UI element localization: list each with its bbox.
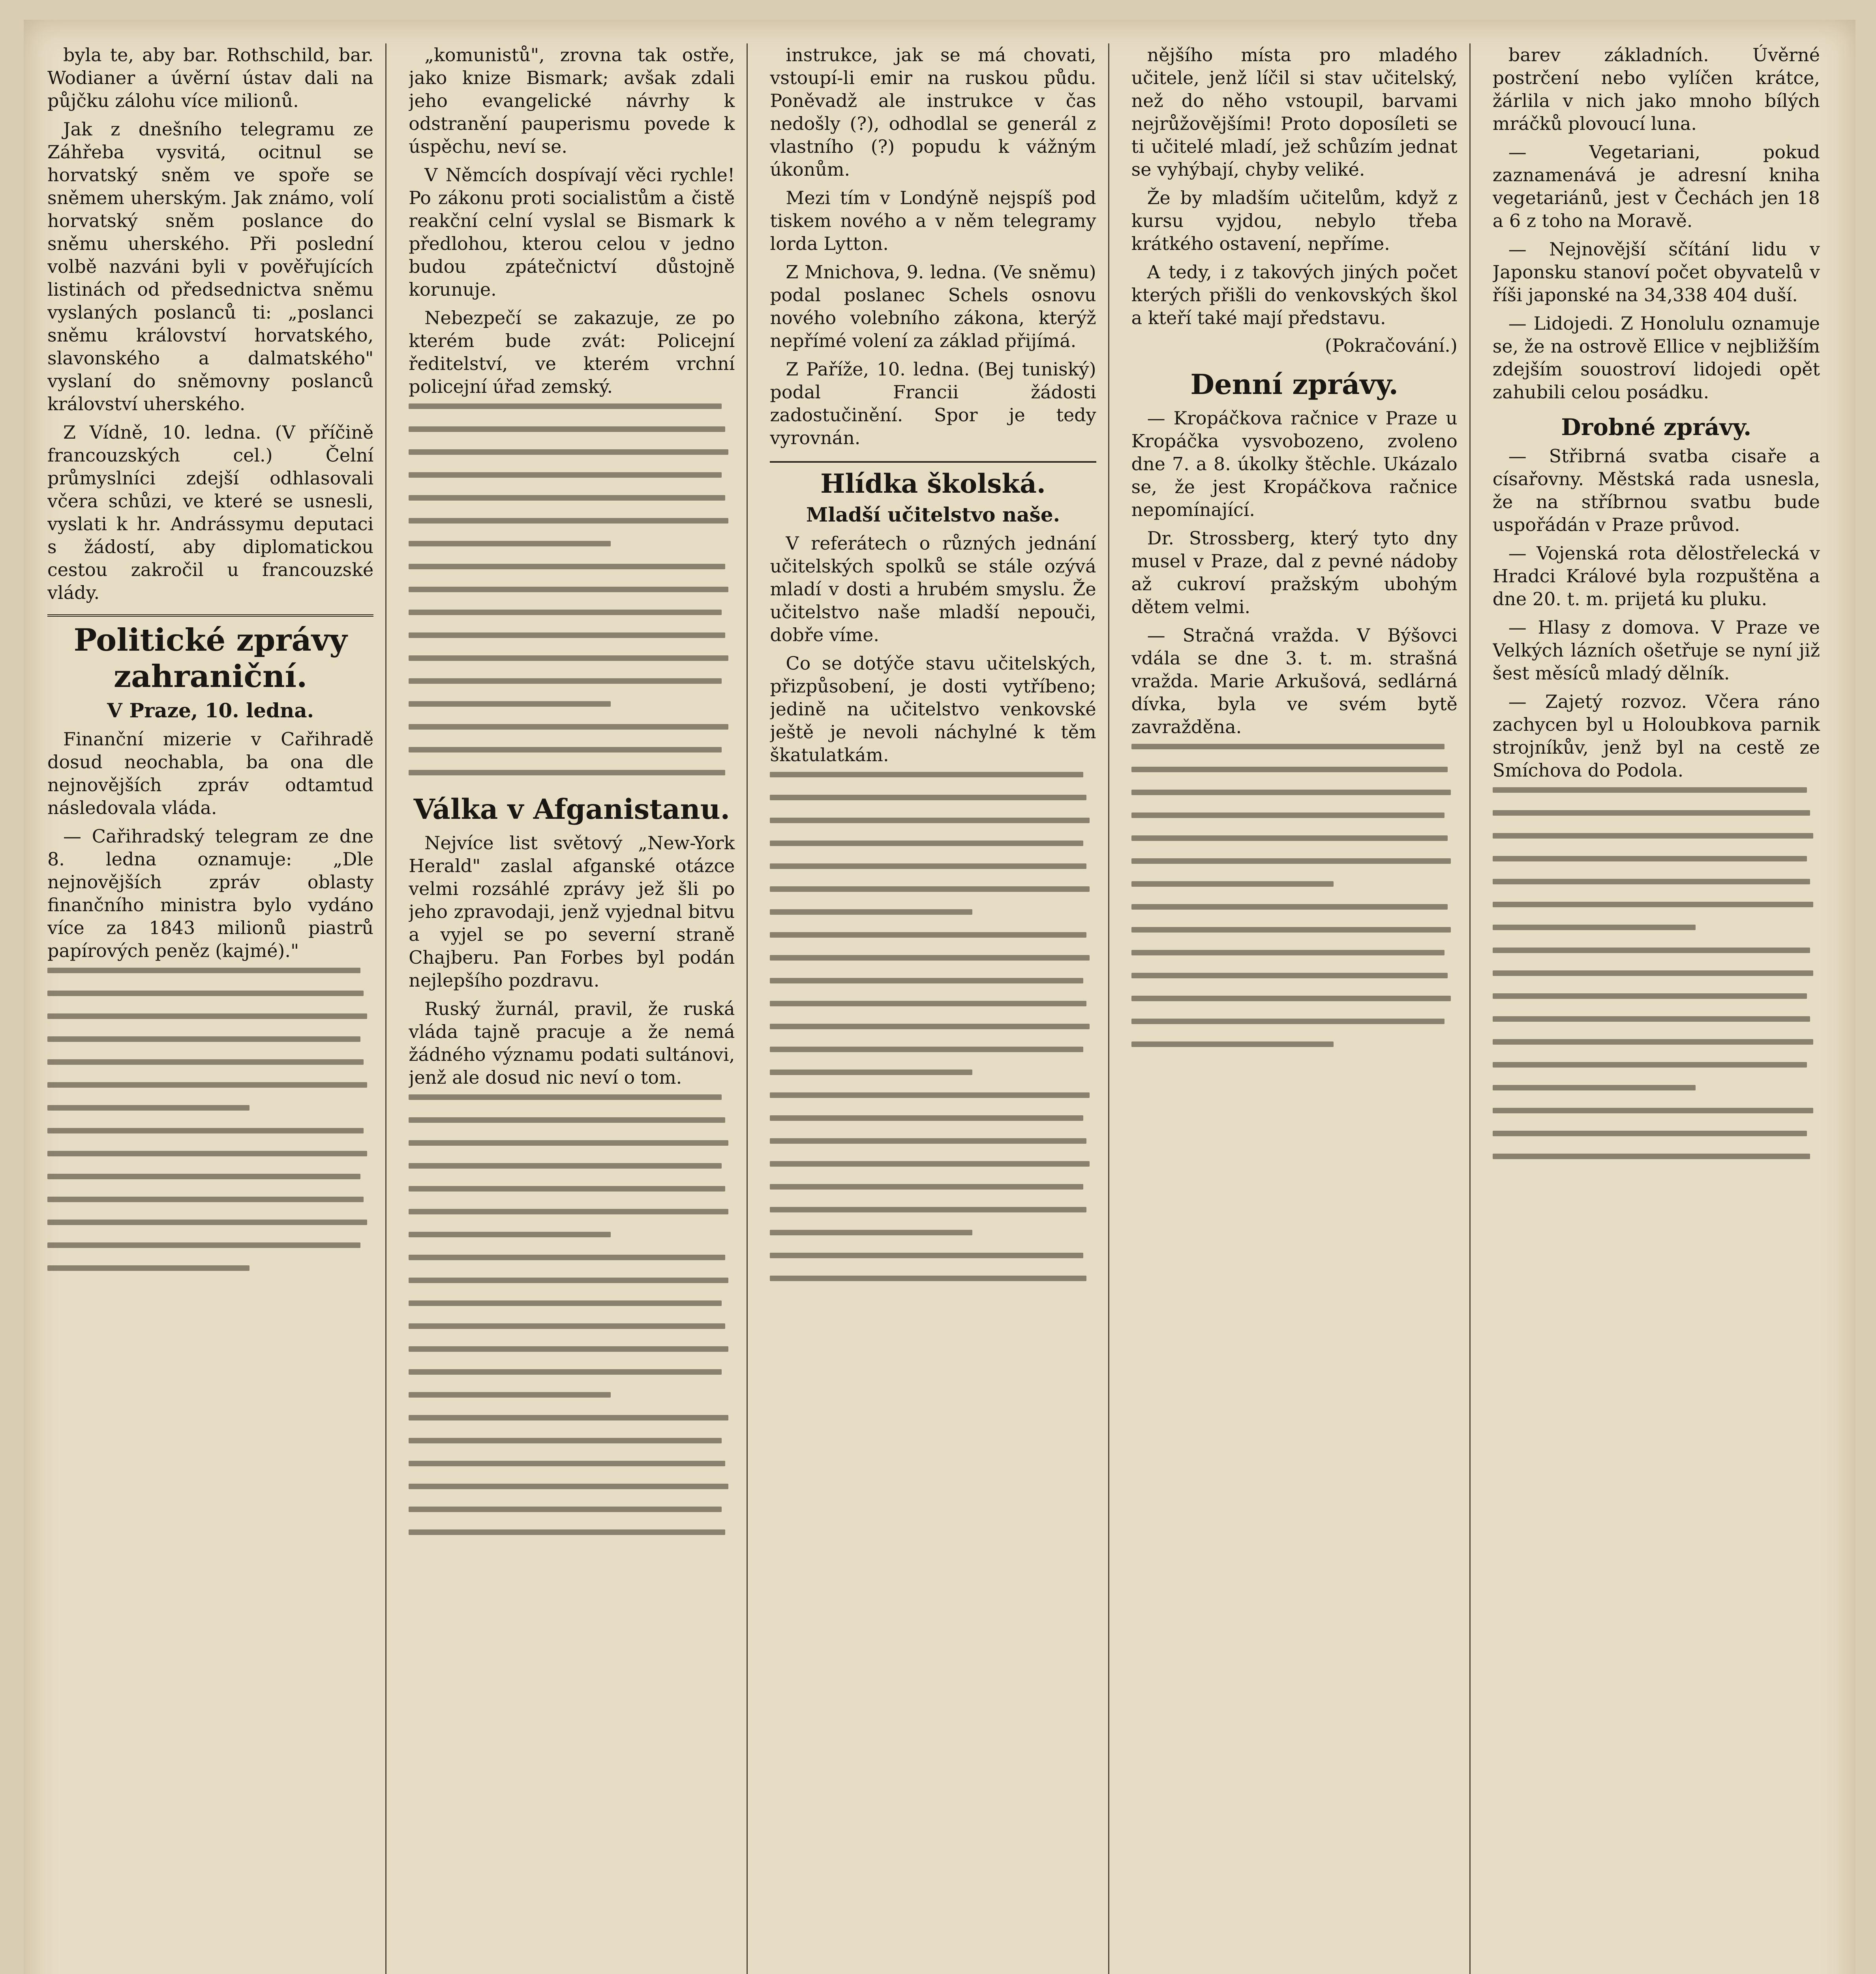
print-line <box>770 955 1090 961</box>
article-paragraph: Finanční mizerie v Cařihradě dosud neochabla, ba ona dle nejnovějších zpráv odtamtud následovala vláda. <box>47 728 374 818</box>
print-line <box>770 795 1086 800</box>
section-heading-afghan-war: Válka v Afganistanu. <box>413 793 730 826</box>
article-paragraph: — Lidojedi. Z Honolulu oznamuje se, že na ostrově Ellice v nejbližším zdejším souostroví lidojedi opět zahubili celou posádku. <box>1492 313 1820 403</box>
dateline: V Praze, 10. ledna. <box>107 699 314 722</box>
print-line <box>409 655 728 661</box>
print-line <box>409 1484 728 1489</box>
print-line <box>770 1276 1086 1281</box>
article-paragraph: „komunistů", zrovna tak ostře, jako knize Bismark; avšak zdali jeho evangelické návrhy k odstranění pauperismu povede k úspěchu, neví se. <box>409 44 735 157</box>
print-line <box>1131 1041 1334 1047</box>
print-line <box>409 1117 725 1123</box>
column-4 <box>1131 43 1471 1974</box>
print-line <box>409 1346 728 1352</box>
print-line <box>47 1105 250 1111</box>
print-line <box>770 841 1083 846</box>
print-line <box>409 472 722 478</box>
print-line <box>770 1253 1083 1258</box>
article-paragraph: Nejvíce list světový „New-York Herald" zaslal afganské otázce velmi rozsáhlé zprávy jež šli po jeho zpravodaji, jenž vyjednal bitvu a vyjel se po severní straně Chajberu. Pan Forbes byl podán nejlepšího pozdravu. <box>409 832 735 991</box>
print-line <box>409 426 725 432</box>
print-line <box>770 886 1090 892</box>
print-line <box>47 1242 360 1248</box>
print-line <box>770 1184 1083 1190</box>
print-line <box>409 1232 611 1237</box>
print-line <box>1131 1019 1445 1024</box>
continuation-note: (Pokračování.) <box>1325 335 1458 356</box>
article-paragraph: — Cařihradský telegram ze dne 8. ledna oznamuje: „Dle nejnovějších zpráv oblasty finančního ministra bylo vydáno více za 1843 milionů piastrů papírových peněz (kajmé)." <box>47 826 374 961</box>
newspaper-page <box>24 20 1855 1974</box>
article-paragraph: nějšího místa pro mladého učitele, jenž líčil si stav učitelský, než do něho vstoupil, barvami nejrůžovějšími! Proto doposíleti se ti učitelé mladí, jež schůzím jednat se vyhýbají, chyby veliké. <box>1131 44 1458 180</box>
print-line <box>409 564 725 569</box>
print-line <box>409 1507 722 1512</box>
print-line <box>47 1265 250 1271</box>
print-line <box>409 678 722 684</box>
print-line <box>1131 904 1448 910</box>
print-line <box>409 724 728 730</box>
print-line <box>409 1392 611 1398</box>
print-line <box>47 968 360 973</box>
article-paragraph: Z Mnichova, 9. ledna. (Ve sněmu) podal poslanec Schels osnovu nového volebního zákona, kterýž nepřímé volení za základ přijímá. <box>770 261 1096 351</box>
article-paragraph: — Zajetý rozvoz. Včera ráno zachycen byl u Holoubkova parnik strojníkův, jenž byl na cestě ze Smíchova do Podola. <box>1492 691 1820 781</box>
print-line <box>1131 950 1445 955</box>
print-line <box>1493 810 1810 816</box>
column-5 <box>1493 43 1832 1974</box>
print-line <box>47 1082 367 1088</box>
print-line <box>1493 856 1807 861</box>
article-paragraph: V referátech o různých jednání učitelských spolků se stále ozývá mladí v dosti a hrubém smyslu. Že učitelstvo naše mladší nepouči, dobře víme. <box>770 533 1096 645</box>
print-line <box>1131 927 1451 933</box>
print-line <box>409 1163 722 1169</box>
article-paragraph: — Hlasy z domova. V Praze ve Velkých lázních ošetřuje se nyní již šest měsíců mladý dělník. <box>1492 617 1820 684</box>
print-line <box>770 1001 1086 1006</box>
print-line <box>409 610 722 615</box>
print-line <box>47 1220 367 1225</box>
column-2 <box>409 43 748 1974</box>
print-line <box>409 1186 725 1192</box>
print-line <box>409 1438 722 1443</box>
print-line <box>409 1415 728 1420</box>
print-line <box>1493 1062 1807 1068</box>
print-line <box>1493 993 1807 999</box>
print-line <box>1493 970 1814 976</box>
article-paragraph: Z Vídně, 10. ledna. (V příčině francouzských cel.) Čelní průmyslníci zdejší odhlasovali včera schůzi, ve které se usnesli, vyslati k hr. Andrássymu deputaci s žádostí, aby diplomatickou cestou zakročil u francouzské vlády. <box>47 422 374 603</box>
text-block <box>770 772 1096 1281</box>
print-line <box>1493 1039 1814 1045</box>
print-line <box>47 1036 360 1042</box>
print-line <box>409 1323 725 1329</box>
article-paragraph: — Střibrná svatba cisaře a císařovny. Městská rada usnesla, že na stříbrnou svatbu bude uspořádán v Praze průvod. <box>1492 445 1820 535</box>
print-line <box>1493 1016 1810 1022</box>
print-line <box>770 1092 1090 1098</box>
newspaper-columns <box>47 43 1832 1974</box>
print-line <box>1131 835 1448 841</box>
article-paragraph: instrukce, jak se má chovati, vstoupí-li emir na ruskou půdu. Poněvadž ale instrukce v čas nedošly (?), odhodlal se generál z vlastního (?) popudu k vážným úkonům. <box>770 44 1096 180</box>
section-subheading: Mladší učitelstvo naše. <box>806 503 1060 526</box>
article-paragraph: Mezi tím v Londýně nejspíš pod tiskem nového a v něm telegramy lorda Lytton. <box>770 187 1096 254</box>
print-line <box>409 1369 722 1375</box>
article-paragraph: Co se dotýče stavu učitelských, přizpůsobení, je dosti vytříbeno; jedině na učitelstvo venkovské ještě je nevoli náchylné k těm škatulatkám. <box>770 653 1096 766</box>
print-line <box>409 1209 728 1214</box>
article-paragraph: — Vegetariani, pokud zaznamenává je adresní kniha vegetariánů, jest v Čechách jen 18 a 6 z toho na Moravě. <box>1492 141 1820 231</box>
section-heading-foreign-politics: Politické zprávy zahraniční. <box>47 614 373 695</box>
article-paragraph: — Stračná vražda. V Býšovci vdála se dne 3. t. m. strašná vražda. Marie Arkušová, sedlárná dívka, byla ve svém bytě zavražděna. <box>1131 625 1458 737</box>
print-line <box>47 1013 367 1019</box>
print-line <box>1493 1131 1807 1136</box>
article-paragraph: Z Paříže, 10. ledna. (Bej tuniský) podal Francii žádosti zadostučinění. Spor je tedy vyrovnán. <box>770 358 1096 448</box>
text-block <box>1493 787 1820 1159</box>
article-paragraph: Ruský žurnál, pravil, že ruská vláda tajně pracuje a že nemá žádného významu podati sultánovi, jenž ale dosud nic neví o tom. <box>409 998 735 1088</box>
print-line <box>1493 787 1807 793</box>
print-line <box>47 1174 360 1179</box>
print-line <box>770 1047 1083 1052</box>
section-heading-minor-news: Drobné zprávy. <box>1561 414 1752 441</box>
print-line <box>1131 744 1445 749</box>
print-line <box>47 1197 364 1202</box>
print-line <box>409 449 728 455</box>
print-line <box>409 403 722 409</box>
print-line <box>409 1529 725 1535</box>
print-line <box>770 863 1086 869</box>
print-line <box>1493 1085 1696 1090</box>
column-1 <box>47 43 386 1974</box>
print-line <box>1131 881 1334 887</box>
print-line <box>1493 1108 1814 1113</box>
print-line <box>47 1151 367 1156</box>
print-line <box>47 1128 364 1133</box>
print-line <box>409 701 611 707</box>
print-line <box>409 1140 728 1146</box>
print-line <box>47 1059 364 1065</box>
print-line <box>409 1094 722 1100</box>
article-paragraph: — Kropáčkova račnice v Praze u Kropáčka vysvobozeno, zvoleno dne 7. a 8. úkolky štěchle. Ukázalo se, že jest Kropáčkova račnice nepomínající. <box>1131 407 1458 520</box>
article-paragraph: V Němcích dospívají věci rychle! Po zákonu proti socialistům a čistě reakční celní vyslal se Bismark k předlohou, kterou celou v jedno budou zpátečnictví důstojně korunuje. <box>409 164 735 300</box>
print-line <box>409 770 725 775</box>
print-line <box>1493 833 1814 839</box>
print-line <box>409 587 728 592</box>
section-heading-daily-news: Denní zprávy. <box>1190 368 1398 401</box>
print-line <box>770 1070 972 1075</box>
print-line <box>1493 948 1810 953</box>
article-paragraph: — Nejnovější sčítání lidu v Japonsku stanoví počet obyvatelů v říši japonské na 34,338 404 duší. <box>1492 238 1820 306</box>
print-line <box>770 978 1083 983</box>
print-line <box>1493 925 1696 930</box>
print-line <box>770 1024 1090 1029</box>
print-line <box>1131 767 1448 772</box>
print-line <box>409 1461 725 1466</box>
print-line <box>1131 858 1451 864</box>
column-3 <box>770 43 1109 1974</box>
print-line <box>770 772 1083 777</box>
print-line <box>409 518 728 524</box>
print-line <box>1131 790 1451 795</box>
print-line <box>1493 902 1814 907</box>
section-heading-school: Hlídka školská. <box>770 461 1096 499</box>
print-line <box>47 991 364 996</box>
print-line <box>409 747 722 752</box>
print-line <box>770 1207 1086 1212</box>
print-line <box>409 1300 722 1306</box>
print-line <box>770 1115 1083 1121</box>
print-line <box>770 909 972 915</box>
article-paragraph: Jak z dnešního telegramu ze Záhřeba vysvitá, ocitnul se horvatský sněm ve spoře se sněmem uherským. Jak známo, volí horvatský sněm poslance do sněmu uherského. Při poslední volbě nazváni byli v pověřujících listinách od předsednictva sněmu vyslaných poslanců ti: „poslanci sněmu království horvatského, slavonského a dalmatského" vyslaní do sněmovny poslanců království uherského. <box>47 118 374 415</box>
print-line <box>409 541 611 546</box>
print-line <box>1131 812 1445 818</box>
print-line <box>409 632 725 638</box>
article-paragraph: — Vojenská rota dělostřelecká v Hradci Králové byla rozpuštěna a dne 20. t. m. prijetá ku pluku. <box>1492 542 1820 610</box>
text-block <box>409 1094 735 1535</box>
print-line <box>770 932 1086 938</box>
article-paragraph: Že by mladším učitelům, když z kursu vyjdou, nebylo třeba krátkého ostavení, nepříme. <box>1131 187 1458 254</box>
print-line <box>1131 996 1451 1001</box>
article-paragraph: barev základních. Úvěrné postrčení nebo vylíčen krátce, žárlila v nich jako mnoho bílých mráčků plovoucí luna. <box>1492 44 1820 134</box>
print-line <box>1493 879 1810 884</box>
print-line <box>409 495 725 501</box>
text-block <box>409 403 735 775</box>
print-line <box>770 1138 1086 1144</box>
article-paragraph: A tedy, i z takových jiných počet kterých přišli do venkovských škol a kteří také mají představu. <box>1131 261 1458 328</box>
text-block <box>47 968 373 1271</box>
article-paragraph: byla te, aby bar. Rothschild, bar. Wodianer a úvěrní ústav dali na půjčku zálohu více milionů. <box>47 44 374 111</box>
print-line <box>770 1161 1090 1167</box>
print-line <box>770 1230 972 1235</box>
print-line <box>409 1278 728 1283</box>
print-line <box>1131 973 1448 978</box>
print-line <box>1493 1154 1810 1159</box>
print-line <box>770 818 1090 823</box>
article-paragraph: Nebezpečí se zakazuje, ze po kterém bude zvát: Policejní ředitelství, ve kterém vrchní policejní úřad zemský. <box>409 307 735 397</box>
article-paragraph: Dr. Strossberg, který tyto dny musel v Praze, dal z pevné nádoby až cukroví pražským ubohým dětem velmi. <box>1131 527 1458 617</box>
text-block <box>1131 744 1458 1047</box>
print-line <box>409 1255 725 1260</box>
